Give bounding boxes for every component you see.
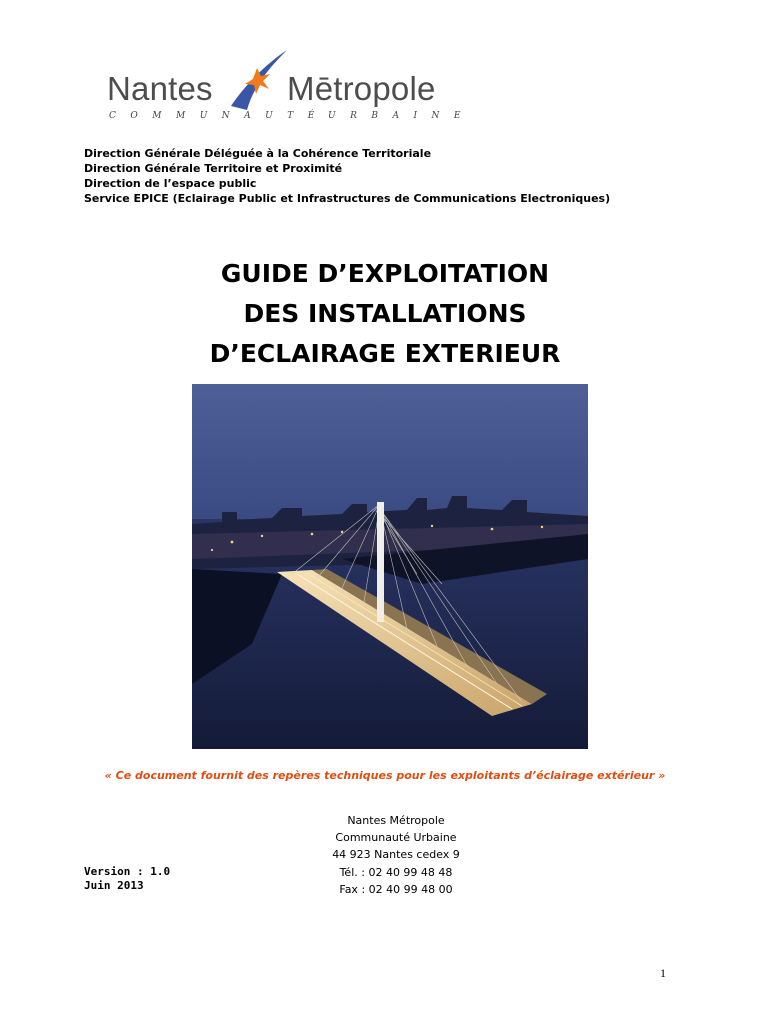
address-fax: Fax : 02 40 99 48 00 xyxy=(339,883,453,896)
direction-line: Service EPICE (Eclairage Public et Infrastructures de Communications Electroniques) xyxy=(84,192,611,205)
nantes-metropole-logo xyxy=(105,48,475,128)
bridge-night-photo xyxy=(192,384,588,749)
address-tel: Tél. : 02 40 99 48 48 xyxy=(339,866,453,879)
version-block xyxy=(84,865,170,893)
logo-word-metropole: Mētropole xyxy=(287,70,436,107)
logo-star-icon xyxy=(223,48,289,114)
page-number: 1 xyxy=(660,966,666,980)
document-quote: « Ce document fournit des repères techniques pour les exploitants d’éclairage extérieur » xyxy=(104,769,666,782)
address-name: Nantes Métropole xyxy=(347,814,445,827)
title-line: DES INSTALLATIONS xyxy=(243,299,527,328)
logo-tagline-urbaine: URBAINE xyxy=(328,111,475,121)
direction-line: Direction de l’espace public xyxy=(84,177,257,190)
logo-word-nantes: Nantes xyxy=(107,70,213,107)
document-title xyxy=(0,254,770,374)
title-line: D’ECLAIRAGE EXTERIEUR xyxy=(209,339,561,368)
directions-block xyxy=(84,146,610,206)
direction-line: Direction Générale Déléguée à la Cohérence Territoriale xyxy=(84,147,432,160)
address-block xyxy=(296,812,496,898)
direction-line: Direction Générale Territoire et Proximité xyxy=(84,162,343,175)
version-date: Juin 2013 xyxy=(84,879,144,892)
title-line: GUIDE D’EXPLOITATION xyxy=(220,259,550,288)
logo-tagline-communaute: COMMUNAUTÉ xyxy=(109,111,329,121)
address-city: 44 923 Nantes cedex 9 xyxy=(332,848,460,861)
address-org: Communauté Urbaine xyxy=(335,831,457,844)
version-number: Version : 1.0 xyxy=(84,865,171,878)
